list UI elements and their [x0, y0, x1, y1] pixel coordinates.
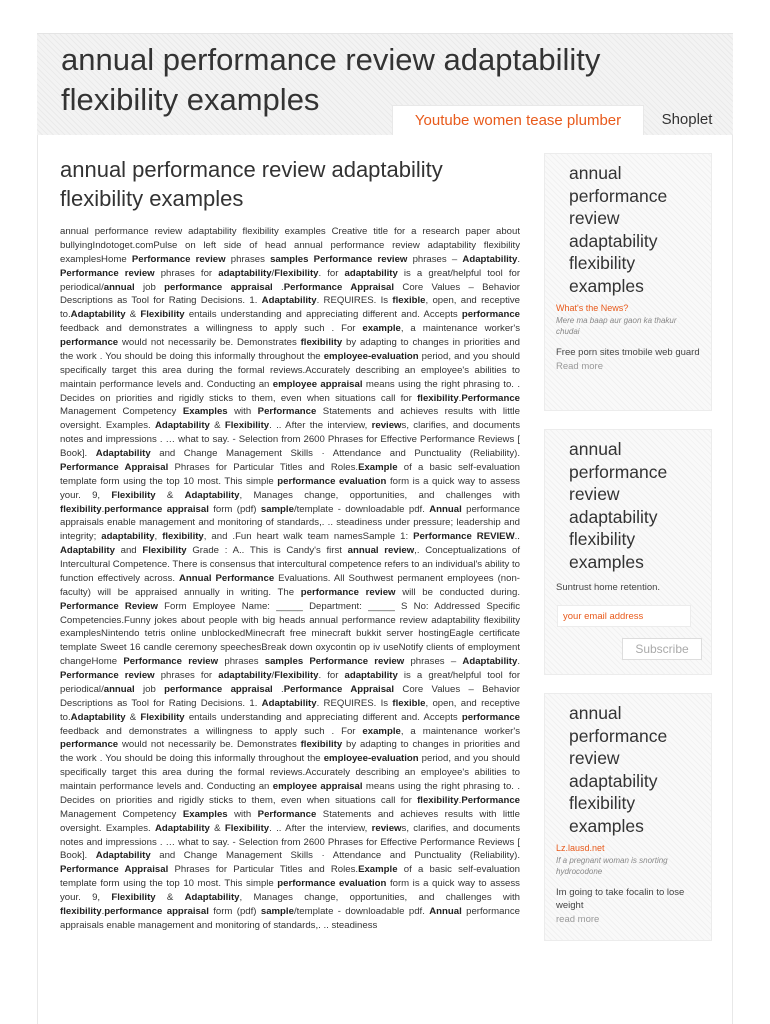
text-run: would not necessarily be. Demonstrates [118, 739, 301, 751]
bold-keyword: adaptability [218, 670, 272, 681]
text-run: Statements and achieves results with little oversight. Examples. [60, 406, 520, 432]
widget-text: Im going to take focalin to lose weight [556, 887, 685, 911]
text-run: form (pdf) [208, 503, 261, 515]
text-run: & [209, 822, 225, 834]
text-run: entails understanding and appreciating different and. Accepts [184, 711, 462, 723]
bold-keyword: performance appraisal [164, 683, 273, 695]
lausd-link[interactable]: Lz.lausd.net [556, 843, 605, 853]
bold-keyword: Example [358, 864, 398, 876]
bold-keyword: flexible [392, 697, 426, 709]
text-run: would not necessarily be. Demonstrates [118, 337, 301, 348]
text-run: s, clarifies, and documents notes and impressions . … what to say. - Selection from 2600 Phrases for Effective Performance Reviews [ Book]. [60, 420, 520, 459]
content-area [37, 135, 733, 1024]
bold-keyword: flexibility [162, 531, 204, 543]
text-run: , open, and receptive to. [60, 295, 520, 321]
bold-keyword: Adaptability [462, 656, 518, 668]
bold-keyword: performance evaluation [277, 878, 387, 890]
text-run: /template - downloadable pdf. [293, 503, 430, 515]
text-run: and Change Management Skills · Attendance and Punctuality (Reliability). [150, 448, 520, 459]
text-run: will be conducted during. [395, 586, 521, 598]
bold-keyword: Adaptability [154, 822, 210, 834]
bold-keyword: Adaptability [70, 711, 126, 723]
bold-keyword: Adaptability [261, 295, 317, 307]
text-run: / [271, 267, 275, 279]
bold-keyword: annual review [347, 545, 415, 557]
text-run: phrases for [154, 267, 219, 279]
text-run: & [125, 309, 141, 321]
text-run: phrases – [407, 253, 463, 265]
text-run: period, and you should specifically target this area during the formal reviews.Accurately describing an employee's abilities to maintain performance levels and. Conducting an [60, 753, 520, 792]
text-run: , [154, 531, 163, 543]
bold-keyword: flexible [392, 295, 426, 307]
bold-keyword: Adaptability [184, 489, 240, 501]
bold-keyword: performance evaluation [277, 475, 387, 487]
bold-keyword: annual [103, 281, 135, 293]
bold-keyword: Flexibility [224, 420, 270, 432]
bold-keyword: performance appraisal [104, 503, 209, 515]
text-run: phrases – [404, 656, 463, 668]
text-run: . [517, 253, 520, 265]
text-run: . [101, 905, 105, 917]
bold-keyword: Performance [461, 392, 520, 404]
text-run: & [155, 892, 185, 903]
bold-keyword: performance [461, 711, 520, 723]
bold-keyword: adaptability [101, 531, 155, 543]
bold-keyword: Performance [461, 794, 520, 806]
bold-keyword: Adaptability [60, 545, 115, 557]
bold-keyword: Flexibility [140, 309, 185, 321]
bold-keyword: performance review [300, 586, 396, 598]
text-run: . [517, 656, 520, 668]
bold-keyword: Adaptability [70, 309, 126, 321]
bold-keyword: performance [461, 309, 520, 321]
nav-tab-shoplet[interactable]: Shoplet [661, 111, 713, 128]
widget-text: Free porn sites tmobile web guard [556, 347, 700, 358]
text-run: , a maintenance worker's [400, 323, 520, 335]
bold-keyword: Flexibility [111, 892, 156, 903]
bold-keyword: Flexibility [274, 267, 319, 279]
text-run: , open, and receptive to. [60, 697, 520, 723]
bold-keyword: Adaptability [154, 420, 210, 432]
text-run: phrases [225, 253, 271, 265]
widget-title: annual performance review adaptability flexibility examples [569, 439, 668, 572]
widget-title: annual performance review adaptability flexibility examples [569, 703, 668, 836]
text-run: Grade : A.. This is Candy's first [186, 545, 348, 557]
text-run: Management Competency [60, 406, 183, 418]
bold-keyword: example [362, 323, 401, 335]
text-run: form (pdf) [208, 905, 261, 917]
text-run: with [227, 808, 258, 820]
bold-keyword: performance [60, 739, 119, 751]
text-run: Management Competency [60, 808, 183, 820]
text-run: . .. After the interview, [269, 822, 372, 834]
bold-keyword: Adaptability [184, 892, 240, 903]
bold-keyword: Flexibility [224, 822, 270, 834]
bold-keyword: Flexibility [111, 489, 156, 501]
widget-title: annual performance review adaptability flexibility examples [569, 163, 668, 296]
site-title: annual performance review adaptability flexibility examples [61, 42, 601, 117]
article-title: annual performance review adaptability flexibility examples [60, 157, 443, 211]
text-run: feedback and demonstrates a willingness to apply such . For [60, 725, 363, 737]
bold-keyword: Performance review [60, 670, 155, 681]
page [37, 33, 733, 1024]
text-run: , Manages change, opportunities, and challenges with [239, 489, 520, 501]
widget-subtitle: Mere ma baap aur gaon ka thakur chudai [556, 316, 677, 336]
widget-subtitle: If a pregnant woman is snorting hydrocodone [556, 856, 668, 876]
read-more-link[interactable]: Read more [556, 361, 603, 372]
nav-tab-youtube-women-tease-plumber[interactable]: Youtube women tease plumber [392, 105, 644, 136]
text-run: Form Employee Name: _____ Department: _____ S No: Addressed Specific Competencies.Funny jokes about people with big heads annual performance review adaptability flexibility examplesNintendo tetris online unblockedMinecraft free minecraft bukkit server hostingEagle certificate template Sweet 16 candle ceremony speechesBreak down oxycontin op iv useNotify clients of employment changeHome [60, 600, 520, 668]
text-run: & [209, 420, 225, 432]
text-run: job [134, 281, 165, 293]
bold-keyword: Annual [429, 503, 462, 515]
text-run: form is a quick way to assess your. 9, [60, 475, 520, 501]
bold-keyword: Performance [257, 406, 317, 418]
bold-keyword: Adaptability [261, 697, 317, 709]
bold-keyword: sample [260, 905, 294, 917]
bold-keyword: Performance REVIEW [413, 531, 515, 543]
bold-keyword: annual [103, 683, 135, 695]
bold-keyword: Performance Appraisal [60, 461, 169, 473]
text-run: is a great/helpful tool for periodical/ [60, 267, 521, 293]
bold-keyword: flexibility [300, 337, 343, 348]
text-run: phrases [218, 656, 265, 668]
text-run: / [271, 670, 275, 681]
text-run: is a great/helpful tool for periodical/ [60, 670, 521, 695]
text-run: . REQUIRES. Is [316, 697, 393, 709]
text-run: entails understanding and appreciating different and. Accepts [184, 309, 462, 321]
text-run: ,. Conceptualizations of Intercultural Competence. There is consensus that intercultural competence refers to an individual's ability to function effectively across. [60, 545, 521, 584]
text-run: , and .Fun heart walk team namesSample 1: [203, 531, 414, 543]
bold-keyword: samples Performance review [270, 253, 408, 265]
text-run: and Change Management Skills · Attendance and Punctuality (Reliability). [150, 850, 520, 862]
bold-keyword: example [362, 725, 401, 737]
bold-keyword: sample [260, 503, 294, 515]
bold-keyword: flexibility [417, 794, 459, 806]
text-run: Phrases for Particular Titles and Roles. [168, 461, 359, 473]
widget-text: Suntrust home retention. [556, 582, 661, 593]
sidebar-widget-subscribe [544, 429, 712, 675]
text-run: . for [318, 267, 345, 279]
bold-keyword: Performance Appraisal [283, 281, 395, 293]
text-run: . [458, 794, 462, 806]
text-run: performance appraisals enable management and monitoring of standards,. .. steadiness [60, 905, 520, 931]
bold-keyword: performance [60, 337, 119, 348]
text-run: . REQUIRES. Is [316, 295, 393, 307]
bold-keyword: Performance [257, 808, 317, 820]
sidebar-widget-links [544, 693, 712, 941]
text-run: . [272, 281, 284, 293]
text-run: s, clarifies, and documents notes and impressions . … what to say. - Selection from 2600 Phrases for Effective Performance Reviews [ Book]. [60, 822, 520, 862]
text-run: by adapting to changes in priorities and the work . You should be doing this informally throughout the [60, 337, 520, 362]
text-run: of a basic self-evaluation template form using the top 10 most. This simple [60, 864, 520, 890]
bold-keyword: Examples [182, 808, 228, 820]
bold-keyword: Annual Performance [179, 572, 275, 584]
text-run: , a maintenance worker's [400, 725, 520, 737]
bold-keyword: Flexibility [274, 670, 319, 681]
article-body [60, 225, 520, 933]
text-run: means using the right phrasing to. . Decides on priorities and rigidly sticks to them, even when situations call for [60, 781, 520, 806]
bold-keyword: employee-evaluation [323, 753, 419, 765]
text-run: of a basic self-evaluation template form using the top 10 most. This simple [60, 461, 520, 487]
text-run: Core Values – Behavior Descriptions as Tool for Rating Decisions. 1. [60, 281, 520, 307]
text-run: . [101, 503, 105, 515]
bold-keyword: Performance review [60, 267, 155, 279]
bold-keyword: Flexibility [140, 711, 185, 723]
text-run: means using the right phrasing to. . Decides on priorities and rigidly sticks to them, even when situations call for [60, 378, 520, 404]
bold-keyword: Example [358, 461, 398, 473]
text-run: Phrases for Particular Titles and Roles. [168, 864, 359, 876]
bold-keyword: adaptability [344, 267, 398, 279]
text-run: performance appraisals enable management and monitoring of standards,. .. steadiness under pressure; leadership and integrity; [60, 503, 520, 543]
news-link[interactable]: What's the News? [556, 303, 629, 313]
bold-keyword: adaptability [218, 267, 272, 279]
bold-keyword: Flexibility [142, 545, 187, 557]
text-run: by adapting to changes in priorities and the work . You should be doing this informally throughout the [60, 739, 520, 765]
bold-keyword: Examples [182, 406, 228, 418]
bold-keyword: review [371, 420, 402, 432]
bold-keyword: samples Performance review [264, 656, 405, 668]
text-run: annual performance review adaptability flexibility examples Creative title for a research paper about bullyingIndotoget.comPulse on left side of head annual performance review adaptability flexibility examplesHome [60, 226, 520, 265]
text-run: , Manages change, opportunities, and challenges with [239, 892, 520, 903]
text-run: feedback and demonstrates a willingness to apply such . For [60, 323, 363, 335]
bold-keyword: performance appraisal [104, 905, 209, 917]
text-run: job [134, 683, 165, 695]
bold-keyword: employee appraisal [272, 781, 363, 792]
text-run: . [272, 683, 284, 695]
text-run: & [155, 489, 185, 501]
text-run: period, and you should specifically target this area during the formal reviews.Accurately describing an employee's abilities to maintain performance levels and. Conducting an [60, 350, 520, 390]
text-run: & [125, 711, 141, 723]
bold-keyword: Adaptability [95, 850, 151, 862]
text-run: . for [318, 670, 345, 681]
subscribe-button[interactable]: Subscribe [622, 638, 702, 660]
read-more-link[interactable]: read more [556, 914, 600, 925]
text-run: and [114, 545, 143, 557]
bold-keyword: Performance review [123, 656, 219, 668]
bold-keyword: review [371, 822, 402, 834]
bold-keyword: performance appraisal [164, 281, 273, 293]
text-run: Statements and achieves results with little oversight. Examples. [60, 808, 520, 834]
bold-keyword: Adaptability [462, 253, 518, 265]
site-header [37, 33, 733, 136]
text-run: Core Values – Behavior Descriptions as Tool for Rating Decisions. 1. [60, 683, 520, 709]
main-article [60, 155, 520, 933]
bold-keyword: Performance Review [60, 600, 158, 612]
text-run: .. [514, 531, 520, 543]
sidebar-widget-news [544, 153, 712, 411]
text-run: /template - downloadable pdf. [293, 905, 430, 917]
bold-keyword: flexibility [300, 739, 343, 751]
bold-keyword: Performance Appraisal [60, 864, 169, 876]
bold-keyword: Performance review [131, 253, 226, 265]
text-run: . .. After the interview, [269, 420, 372, 432]
bold-keyword: Annual [429, 905, 462, 917]
bold-keyword: employee appraisal [272, 378, 363, 390]
bold-keyword: employee-evaluation [323, 350, 419, 362]
text-run: . [458, 392, 462, 404]
bold-keyword: flexibility [417, 392, 459, 404]
text-run: form is a quick way to assess your. 9, [60, 878, 520, 903]
text-run: Evaluations. All Southwest permanent employees (non-faculty) will be appraised annually in writing. The [60, 572, 520, 598]
text-run: phrases for [154, 670, 219, 681]
text-run: with [227, 406, 258, 418]
bold-keyword: adaptability [344, 670, 398, 681]
bold-keyword: flexibility [60, 905, 102, 917]
bold-keyword: flexibility [60, 503, 102, 515]
bold-keyword: Performance Appraisal [283, 683, 395, 695]
email-input[interactable] [557, 605, 691, 627]
bold-keyword: Adaptability [95, 448, 151, 459]
